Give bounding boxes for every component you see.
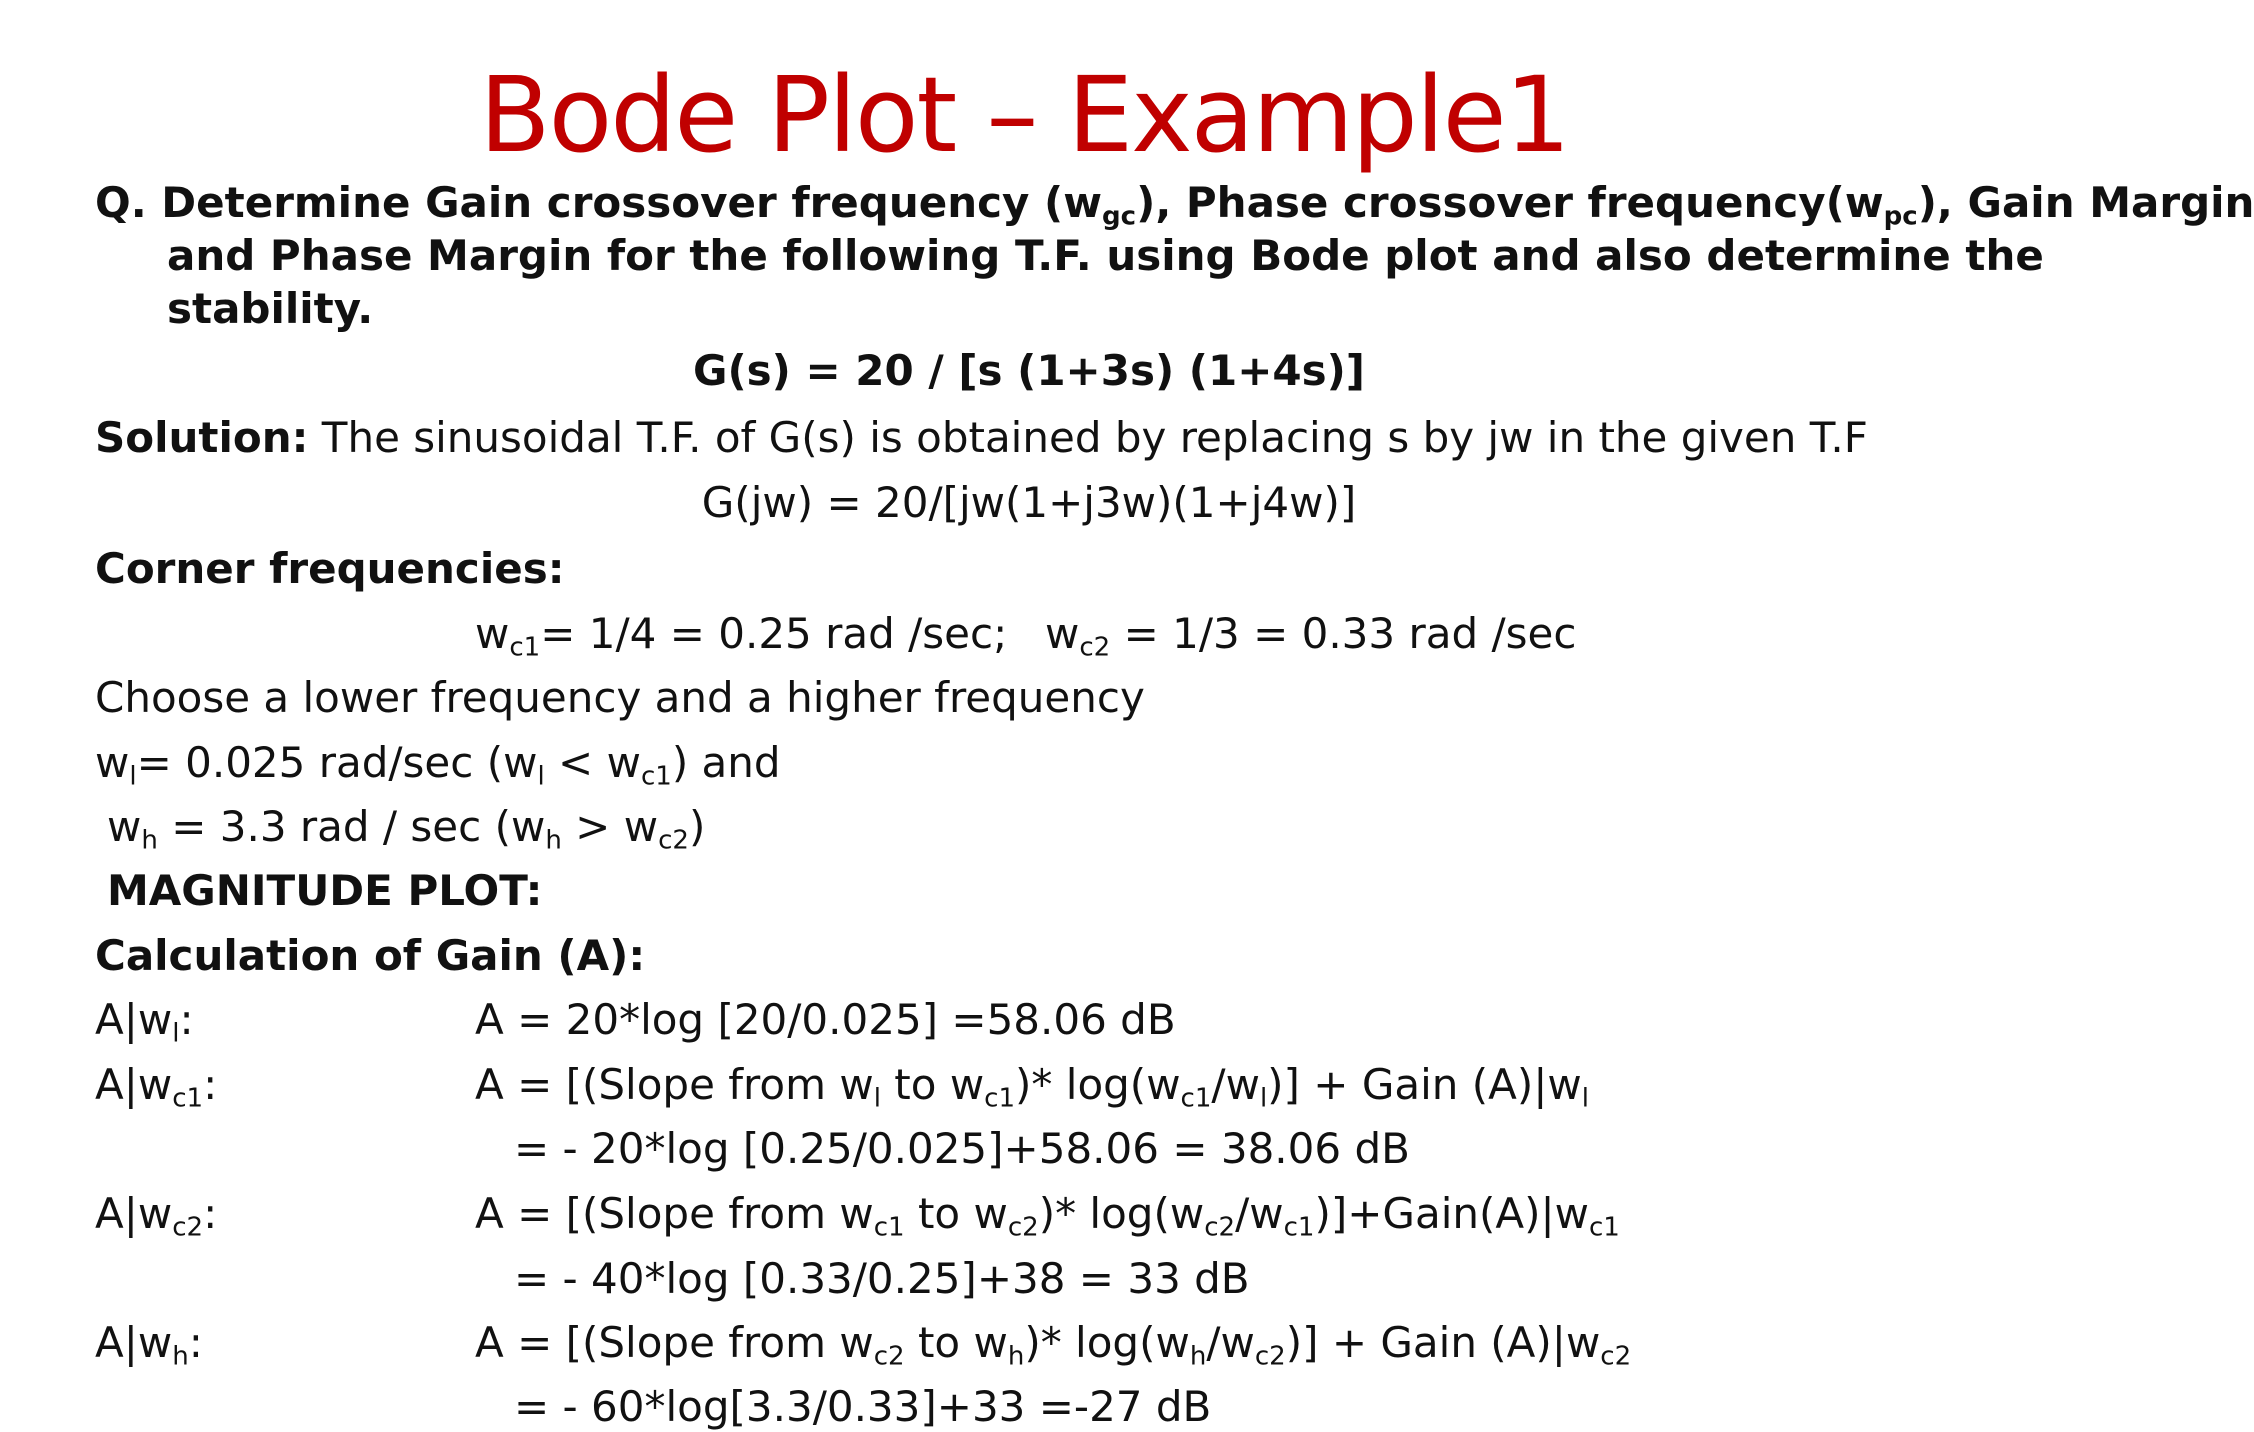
corner-wc2: $w_{c2} = 1/3 = 0.33$ rad /sec <box>1045 609 1577 663</box>
gain-label-wc1: $A|w_{c1}$: <box>95 1060 218 1114</box>
question-line-3: stability. <box>167 284 374 333</box>
magnitude-heading: MAGNITUDE PLOT: <box>107 866 543 915</box>
gain-eq-wc1-cont: = - 20*log [0.25/0.025]+58.06 = 38.06 dB <box>514 1124 1410 1173</box>
gain-eq-wh: A = [(Slope from $w_{c2}$ to $w_h)*$ $\log(w_h/w_{c2})$] + Gain $(A)|w_{c2}$ <box>475 1318 1632 1372</box>
gain-eq-wc1: A = [(Slope from $w_l$ to $w_{c1})*$ $\log(w_{c1}/w_l)$] + Gain $(A)|w_l$ <box>475 1060 1589 1114</box>
solution-label: Solution: <box>95 413 309 462</box>
solution-text: The sinusoidal T.F. of G(s) is obtained by replacing s by jw in the given T.F <box>308 413 1868 462</box>
question-line-1: Q. Determine Gain crossover frequency $(w_{gc})$, Phase crossover $frequency(w_{pc})$, Gain Margin <box>95 178 2254 232</box>
choose-wl: $w_l= 0.025$ rad/sec $(w_l < w_{c1})$ and <box>95 738 781 792</box>
sinusoidal-tf: G(jw) = 20/[jw(1+j3w)(1+j4w)] <box>701 478 1357 527</box>
choose-text: Choose a lower frequency and a higher frequency <box>95 673 1145 722</box>
corner-heading: Corner frequencies: <box>95 544 565 593</box>
slide-title: Bode Plot – Example1 <box>479 54 1569 176</box>
gain-label-wh: $A|w_h$: <box>95 1318 203 1372</box>
gain-label-wc2: $A|w_{c2}$: <box>95 1189 218 1243</box>
gain-label-wl: $A|w_l$: <box>95 995 194 1049</box>
gain-heading: Calculation of Gain (A): <box>95 931 646 980</box>
transfer-function: G(s) = 20 / [s (1+3s) (1+4s)] <box>692 346 1366 395</box>
gain-eq-wh-cont: = - 60*log[3.3/0.33]+33 =-27 dB <box>514 1382 1212 1431</box>
solution-line <box>95 413 1868 463</box>
gain-eq-wc2-cont: = - 40*log [0.33/0.25]+38 = 33 dB <box>514 1254 1250 1303</box>
gain-eq-wl: A = 20*log [20/0.025] =58.06 dB <box>475 995 1176 1044</box>
question-line-2: and Phase Margin for the following T.F. using Bode plot and also determine the <box>167 231 2044 280</box>
corner-wc1: $w_{c1}= 1/4 = 0.25$ rad /sec; <box>475 609 1008 663</box>
choose-wh: $w_h = 3.3$ rad / $\sec (w_h > w_{c2})$ <box>107 802 706 856</box>
gain-eq-wc2: A = [(Slope from $w_{c1}$ to $w_{c2})*$ $\log(w_{c2}/w_{c1})]+Gain(A)|w_{c1}$ <box>475 1189 1620 1243</box>
